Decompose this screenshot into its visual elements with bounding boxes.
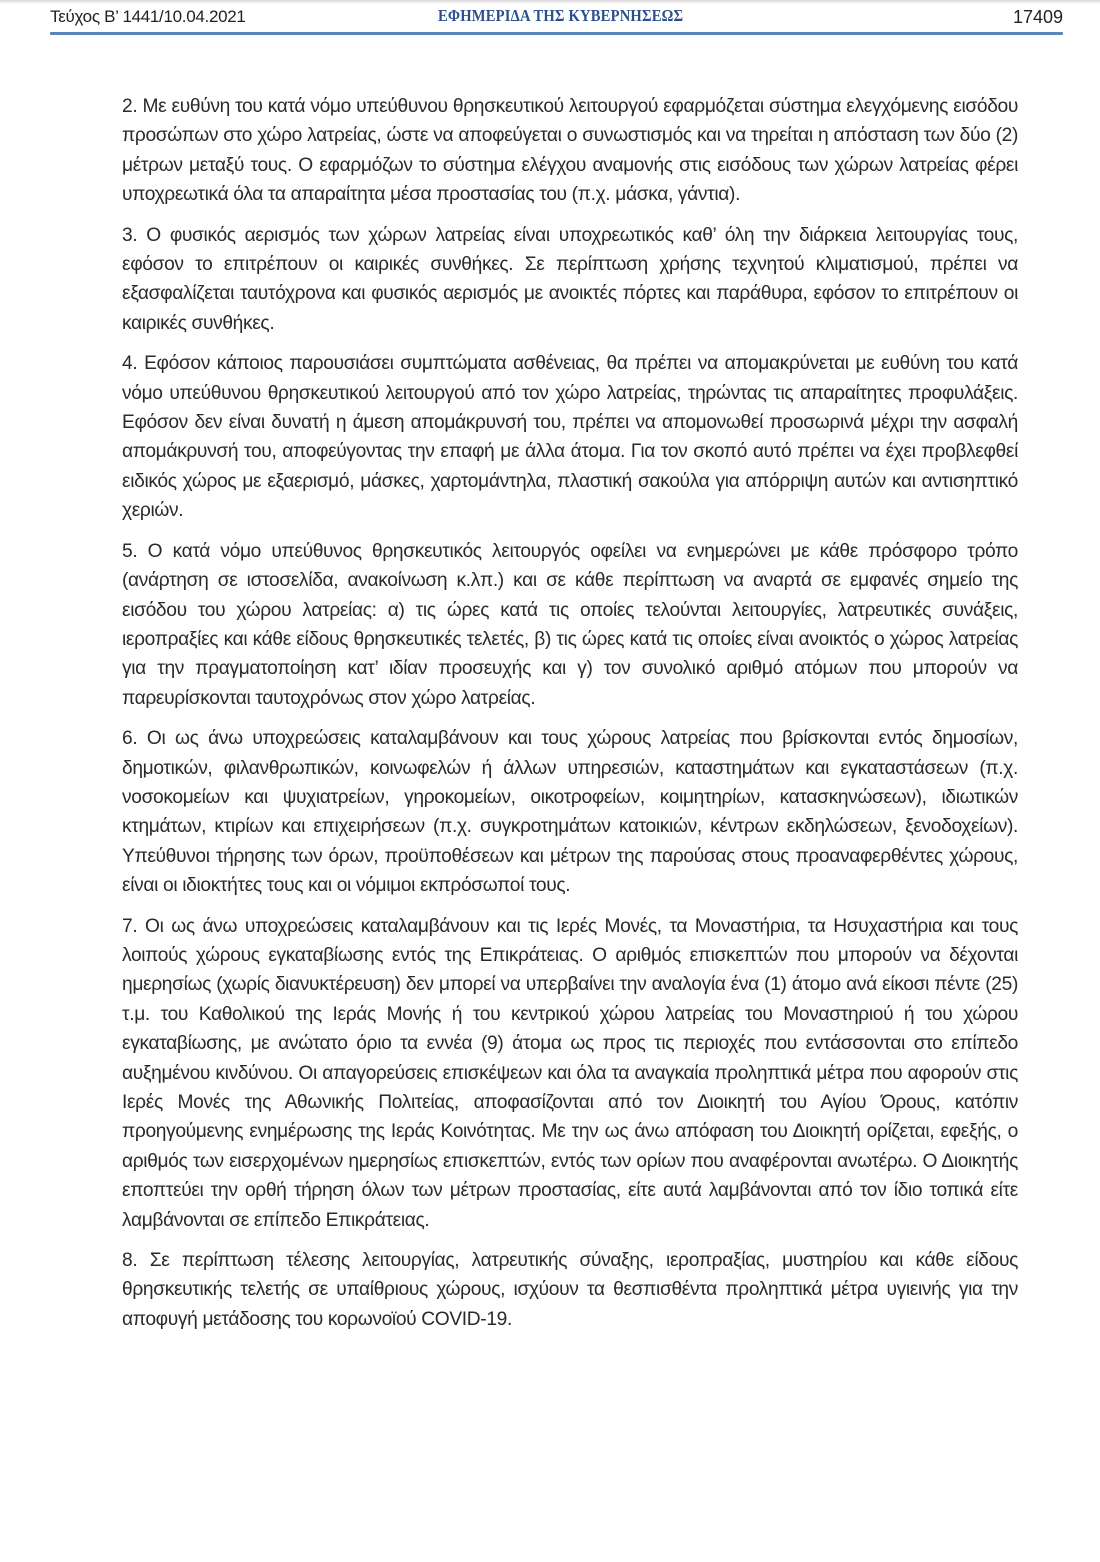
page-header: [50, 4, 1063, 30]
paragraph-7: 7. Οι ως άνω υποχρεώσεις καταλαμβάνουν και τις Ιερές Μονές, τα Μοναστήρια, τα Ησυχαστήρια και τους λοιπούς χώρους εγκαταβίωσης εντός της Επικράτειας. Ο αριθμός επισκεπτών που μπορούν να δέχονται ημερησίως (χωρίς διανυκτέρευση) δεν μπορεί να υπερβαίνει την αναλογία ένα (1) άτομο ανά είκοσι πέντε (25) τ.μ. του Καθολικού της Ιεράς Μονής ή του κεντρικού χώρου λατρείας του Μοναστηριού ή του χώρου εγκαταβίωσης, με ανώτατο όριο τα εννέα (9) άτομα ως προς τις περιοχές που εντάσσονται στο επίπεδο αυξημένου κινδύνου. Οι απαγορεύσεις επισκέψεων και όλα τα αναγκαία προληπτικά μέτρα που αφορούν στις Ιερές Μονές της Αθωνικής Πολιτείας, αποφασίζονται από τον Διοικητή του Αγίου Όρους, κατόπιν προηγούμενης ενημέρωσης της Ιεράς Κοινότητας. Με την ως άνω απόφαση του Διοικητή ορίζεται, εφεξής, ο αριθμός των εισερχομένων ημερησίως επισκεπτών, εντός των ορίων που αναφέρονται ανωτέρω. Ο Διοικητής εποπτεύει την ορθή τήρηση όλων των μέτρων προστασίας, είτε αυτά λαμβάνονται από τον ίδιο τοπικά είτε λαμβάνονται σε επίπεδο Επικράτειας.: [122, 915, 1018, 1231]
header-divider: [50, 32, 1063, 35]
page-number: 17409: [1012, 7, 1063, 27]
issue-number: Τεύχος Β’ 1441/10.04.2021: [50, 7, 246, 26]
gazette-title: ΕΦΗΜΕΡΙΔΑ ΤΗΣ ΚΥΒΕΡΝΗΣΕΩΣ: [438, 6, 684, 25]
document-body: [122, 92, 1018, 1345]
paragraph-6: 6. Οι ως άνω υποχρεώσεις καταλαμβάνουν και τους χώρους λατρείας που βρίσκονται εντός δημοσίων, δημοτικών, φιλανθρωπικών, κοινωφελών ή άλλων υπηρεσιών, καταστημάτων και εγκαταστάσεων (π.χ. νοσοκομείων και ψυχιατρείων, γηροκομείων, οικοτροφείων, κοιμητηρίων, κατασκηνώσεων), ιδιωτικών κτημάτων, κτιρίων και επιχειρήσεων (π.χ. συγκροτημάτων κατοικιών, κέντρων εκδηλώσεων, ξενοδοχείων). Υπεύθυνοι τήρησης των όρων, προϋποθέσεων και μέτρων της παρούσας στους προαναφερθέντες χώρους, είναι οι ιδιοκτήτες τους και οι νόμιμοι εκπρόσωποί τους.: [122, 728, 1018, 897]
paragraph-3: 3. Ο φυσικός αερισμός των χώρων λατρείας είναι υποχρεωτικός καθ’ όλη την διάρκεια λειτουργίας τους, εφόσον το επιτρέπουν οι καιρικές συνθήκες. Σε περίπτωση χρήσης τεχνητού κλιματισμού, πρέπει να εξασφαλίζεται ταυτόχρονα και φυσικός αερισμός με ανοικτές πόρτες και παράθυρα, εφόσον το επιτρέπουν οι καιρικές συνθήκες.: [122, 224, 1018, 334]
paragraph-2: 2. Με ευθύνη του κατά νόμο υπεύθυνου θρησκευτικού λειτουργού εφαρμόζεται σύστημα ελεγχόμενης εισόδου προσώπων στο χώρο λατρείας, ώστε να αποφεύγεται ο συνωστισμός και να τηρείται η απόσταση των δύο (2) μέτρων μεταξύ τους. Ο εφαρμόζων το σύστημα ελέγχου αναμονής στις εισόδους των χώρων λατρείας φέρει υποχρεωτικά όλα τα απαραίτητα μέσα προστασίας του (π.χ. μάσκα, γάντια).: [122, 96, 1018, 206]
paragraph-4: 4. Εφόσον κάποιος παρουσιάσει συμπτώματα ασθένειας, θα πρέπει να απομακρύνεται με ευθύνη του κατά νόμο υπεύθυνου θρησκευτικού λειτουργού από τον χώρο λατρείας, τηρώντας τις απαραίτητες προφυλάξεις. Εφόσον δεν είναι δυνατή η άμεση απομάκρυνσή του, πρέπει να απομονωθεί προσωρινά μέχρι την ασφαλή απομάκρυνσή του, αποφεύγοντας την επαφή με άλλα άτομα. Για τον σκοπό αυτό πρέπει να έχει προβλεφθεί ειδικός χώρος με εξαερισμό, μάσκες, χαρτομάντηλα, πλαστική σακούλα για απόρριψη αυτών και αντισηπτικό χεριών.: [122, 353, 1018, 522]
paragraph-5: 5. Ο κατά νόμο υπεύθυνος θρησκευτικός λειτουργός οφείλει να ενημερώνει με κάθε πρόσφορο τρόπο (ανάρτηση σε ιστοσελίδα, ανακοίνωση κ.λπ.) και σε κάθε περίπτωση να αναρτά σε εμφανές σημείο της εισόδου του χώρου λατρείας: α) τις ώρες κατά τις οποίες τελούνται λειτουργίες, λατρευτικές συνάξεις, ιεροπραξίες και κάθε είδους θρησκευτικές τελετές, β) τις ώρες κατά τις οποίες είναι ανοικτός ο χώρος λατρείας για την πραγματοποίηση κατ’ ιδίαν προσευχής και γ) τον συνολικό αριθμό ατόμων που μπορούν να παρευρίσκονται ταυτοχρόνως στον χώρο λατρείας.: [122, 540, 1018, 709]
paragraph-8: 8. Σε περίπτωση τέλεσης λειτουργίας, λατρευτικής σύναξης, ιεροπραξίας, μυστηρίου και κάθε είδους θρησκευτικής τελετής σε υπαίθριους χώρους, ισχύουν τα θεσπισθέντα προληπτικά μέτρα υγιεινής για την αποφυγή μετάδοσης του κορωνοϊού COVID-19.: [122, 1250, 1018, 1330]
